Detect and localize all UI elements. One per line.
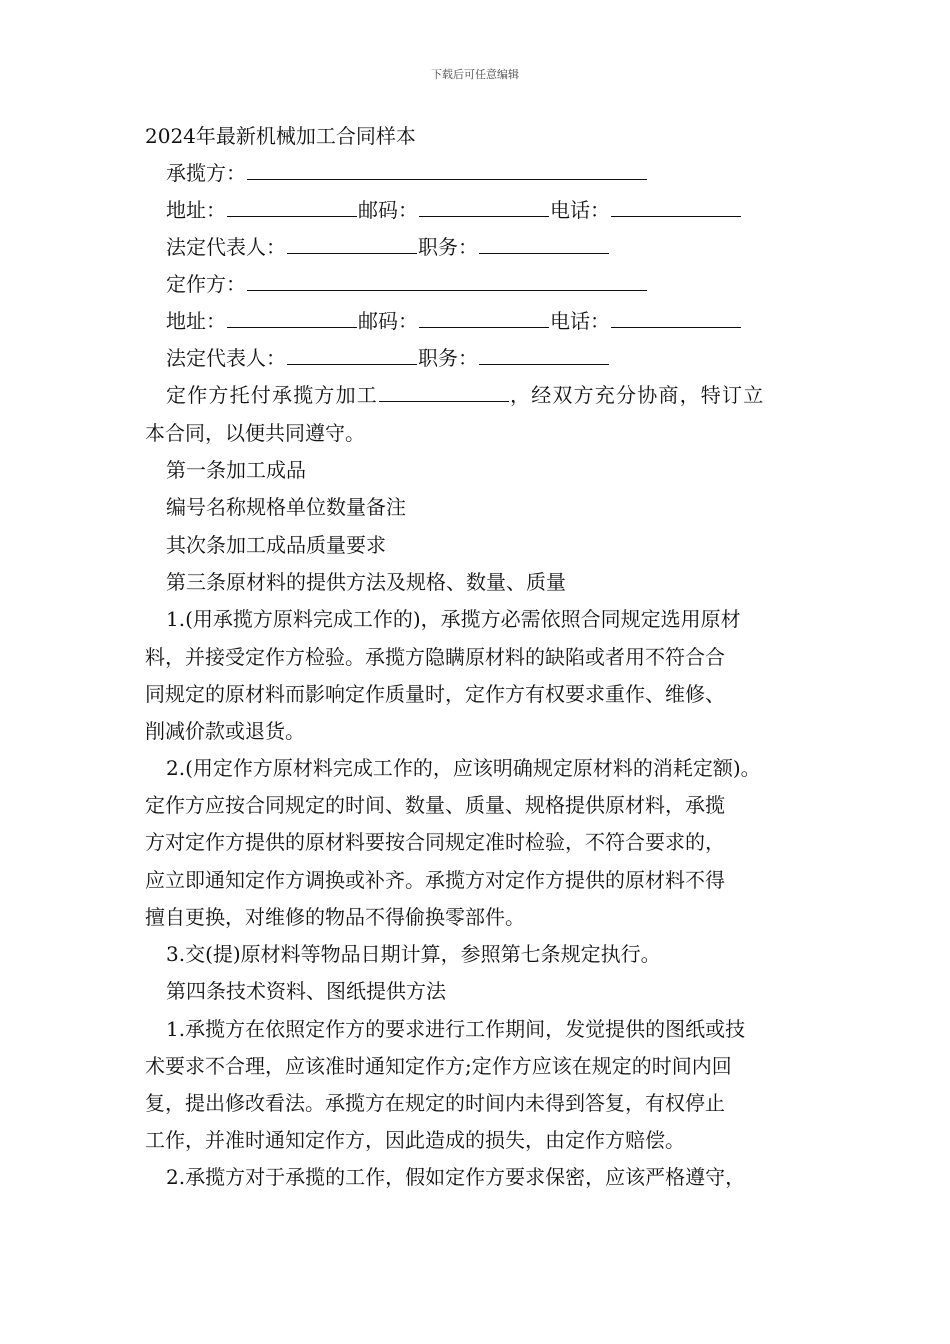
body-line: 同规定的原材料而影响定作质量时，定作方有权要求重作、维修、	[145, 682, 725, 706]
client-rep-row	[145, 340, 836, 377]
contractor-phone-blank	[611, 196, 741, 217]
intro-part2: ，经双方充分协商，特订立	[510, 383, 765, 407]
contractor-postcode-blank	[419, 196, 549, 217]
client-position-label: 职务：	[418, 346, 478, 370]
body-line: 削减价款或退货。	[145, 719, 305, 743]
contractor-rep-row	[145, 229, 836, 266]
contractor-rep-label: 法定代表人：	[166, 235, 286, 259]
body-line: 定作方应按合同规定的时间、数量、质量、规格提供原材料，承揽	[145, 793, 725, 817]
client-address-label: 地址：	[166, 309, 226, 333]
body-line: 术要求不合理，应该准时通知定作方;定作方应该在规定的时间内回	[145, 1054, 732, 1078]
body-line: 2.(用定作方原材料完成工作的，应该明确规定原材料的消耗定额)。	[166, 756, 761, 780]
client-phone-label: 电话：	[550, 309, 610, 333]
body-line: 方对定作方提供的原材料要按合同规定准时检验，不符合要求的，	[145, 830, 725, 854]
page-header: 下载后可任意编辑	[431, 68, 519, 81]
client-party-blank	[247, 270, 647, 291]
contractor-position-blank	[479, 233, 609, 254]
contractor-address-label: 地址：	[166, 198, 226, 222]
body-line: 编号名称规格单位数量备注	[166, 495, 406, 519]
client-position-blank	[479, 344, 609, 365]
body-line: 应立即通知定作方调换或补齐。承揽方对定作方提供的原材料不得	[145, 868, 725, 892]
contractor-party-label: 承揽方：	[166, 161, 246, 185]
intro-line-2: 本合同，以便共同遵守。	[145, 421, 365, 445]
body-line: 3.交(提)原材料等物品日期计算，参照第七条规定执行。	[166, 942, 661, 966]
contractor-phone-label: 电话：	[550, 198, 610, 222]
body-line: 其次条加工成品质量要求	[166, 533, 386, 557]
contractor-address-row	[145, 192, 836, 229]
body-line: 1.(用承揽方原料完成工作的)，承揽方必需依照合同规定选用原材	[166, 607, 741, 631]
client-phone-blank	[611, 307, 741, 328]
body-line: 1.承揽方在依照定作方的要求进行工作期间，发觉提供的图纸或技	[166, 1017, 746, 1041]
contractor-party-blank	[247, 159, 647, 180]
client-rep-label: 法定代表人：	[166, 346, 286, 370]
client-postcode-blank	[419, 307, 549, 328]
contractor-postcode-label: 邮码：	[358, 198, 418, 222]
contractor-address-blank	[227, 196, 357, 217]
client-address-row	[145, 303, 836, 340]
intro-line-1	[145, 377, 836, 414]
client-rep-blank	[287, 344, 417, 365]
contractor-position-label: 职务：	[418, 235, 478, 259]
client-address-blank	[227, 307, 357, 328]
body-line: 工作，并准时通知定作方，因此造成的损失，由定作方赔偿。	[145, 1128, 685, 1152]
intro-item-blank	[379, 381, 509, 402]
client-party-row	[145, 266, 836, 303]
body-line: 第一条加工成品	[166, 458, 306, 482]
intro-part1: 定作方托付承揽方加工	[166, 383, 378, 407]
body-line: 料，并接受定作方检验。承揽方隐瞒原材料的缺陷或者用不符合合	[145, 645, 725, 669]
body-line: 2.承揽方对于承揽的工作，假如定作方要求保密，应该严格遵守，	[166, 1165, 746, 1189]
document-title: 2024年最新机械加工合同样本	[145, 124, 416, 148]
client-party-label: 定作方：	[166, 272, 246, 296]
contractor-rep-blank	[287, 233, 417, 254]
contractor-party-row	[145, 155, 836, 192]
body-line: 擅自更换，对维修的物品不得偷换零部件。	[145, 905, 525, 929]
body-line: 第三条原材料的提供方法及规格、数量、质量	[166, 570, 566, 594]
client-postcode-label: 邮码：	[358, 309, 418, 333]
body-line: 复，提出修改看法。承揽方在规定的时间内未得到答复，有权停止	[145, 1091, 725, 1115]
body-line: 第四条技术资料、图纸提供方法	[166, 979, 446, 1003]
